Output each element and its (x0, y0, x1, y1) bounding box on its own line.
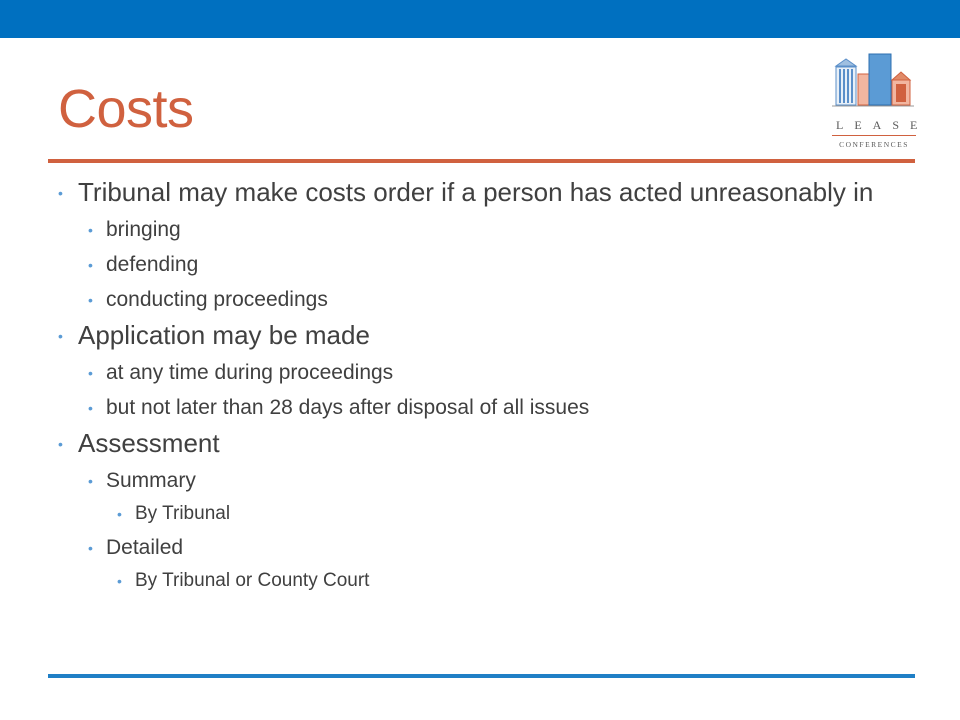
bullet-text: bringing (106, 218, 181, 241)
bullet-item (58, 360, 878, 386)
bullet-item (58, 569, 878, 593)
title-underline (48, 159, 915, 163)
bullet-list (58, 170, 878, 593)
bullet-icon: • (88, 540, 93, 556)
bullet-text: Detailed (106, 536, 184, 559)
bullet-text: Assessment (78, 428, 220, 458)
bullet-item (58, 535, 878, 561)
bullet-item (58, 176, 878, 208)
bullet-text: By Tribunal or County Court (135, 570, 370, 591)
bullet-item (58, 287, 878, 313)
bullet-icon: • (58, 185, 63, 201)
bullet-item (58, 395, 878, 421)
bullet-text: By Tribunal (135, 503, 231, 524)
bullet-icon: • (88, 257, 93, 273)
logo-divider (832, 135, 916, 136)
slide-title: Costs (58, 79, 194, 139)
bullet-item (58, 319, 878, 351)
bullet-item (58, 468, 878, 494)
logo-subtitle: CONFERENCES (839, 140, 909, 149)
bottom-rule (48, 674, 915, 678)
bullet-icon: • (88, 365, 93, 381)
bullet-icon: • (88, 292, 93, 308)
bullet-text: Summary (106, 469, 196, 492)
bullet-item (58, 217, 878, 243)
bullet-text: defending (106, 253, 199, 276)
bullet-item (58, 502, 878, 526)
bullet-icon: • (88, 400, 93, 416)
bullet-icon: • (88, 222, 93, 238)
bullet-icon: • (117, 506, 122, 522)
bullet-text: Tribunal may make costs order if a person has acted unreasonably in (78, 177, 874, 207)
bullet-icon: • (58, 436, 63, 452)
bullet-text: Application may be made (78, 320, 370, 350)
bullet-item (58, 427, 878, 459)
bullet-text: at any time during proceedings (106, 361, 394, 384)
bullet-icon: • (117, 573, 122, 589)
bullet-text: but not later than 28 days after disposal of all issues (106, 396, 590, 419)
logo-text (832, 118, 929, 149)
top-accent-bar (0, 0, 960, 38)
bullet-text: conducting proceedings (106, 288, 328, 311)
logo-name: LEASE (836, 118, 929, 132)
bullet-icon: • (58, 328, 63, 344)
bullet-item (58, 252, 878, 278)
bullet-icon: • (88, 473, 93, 489)
